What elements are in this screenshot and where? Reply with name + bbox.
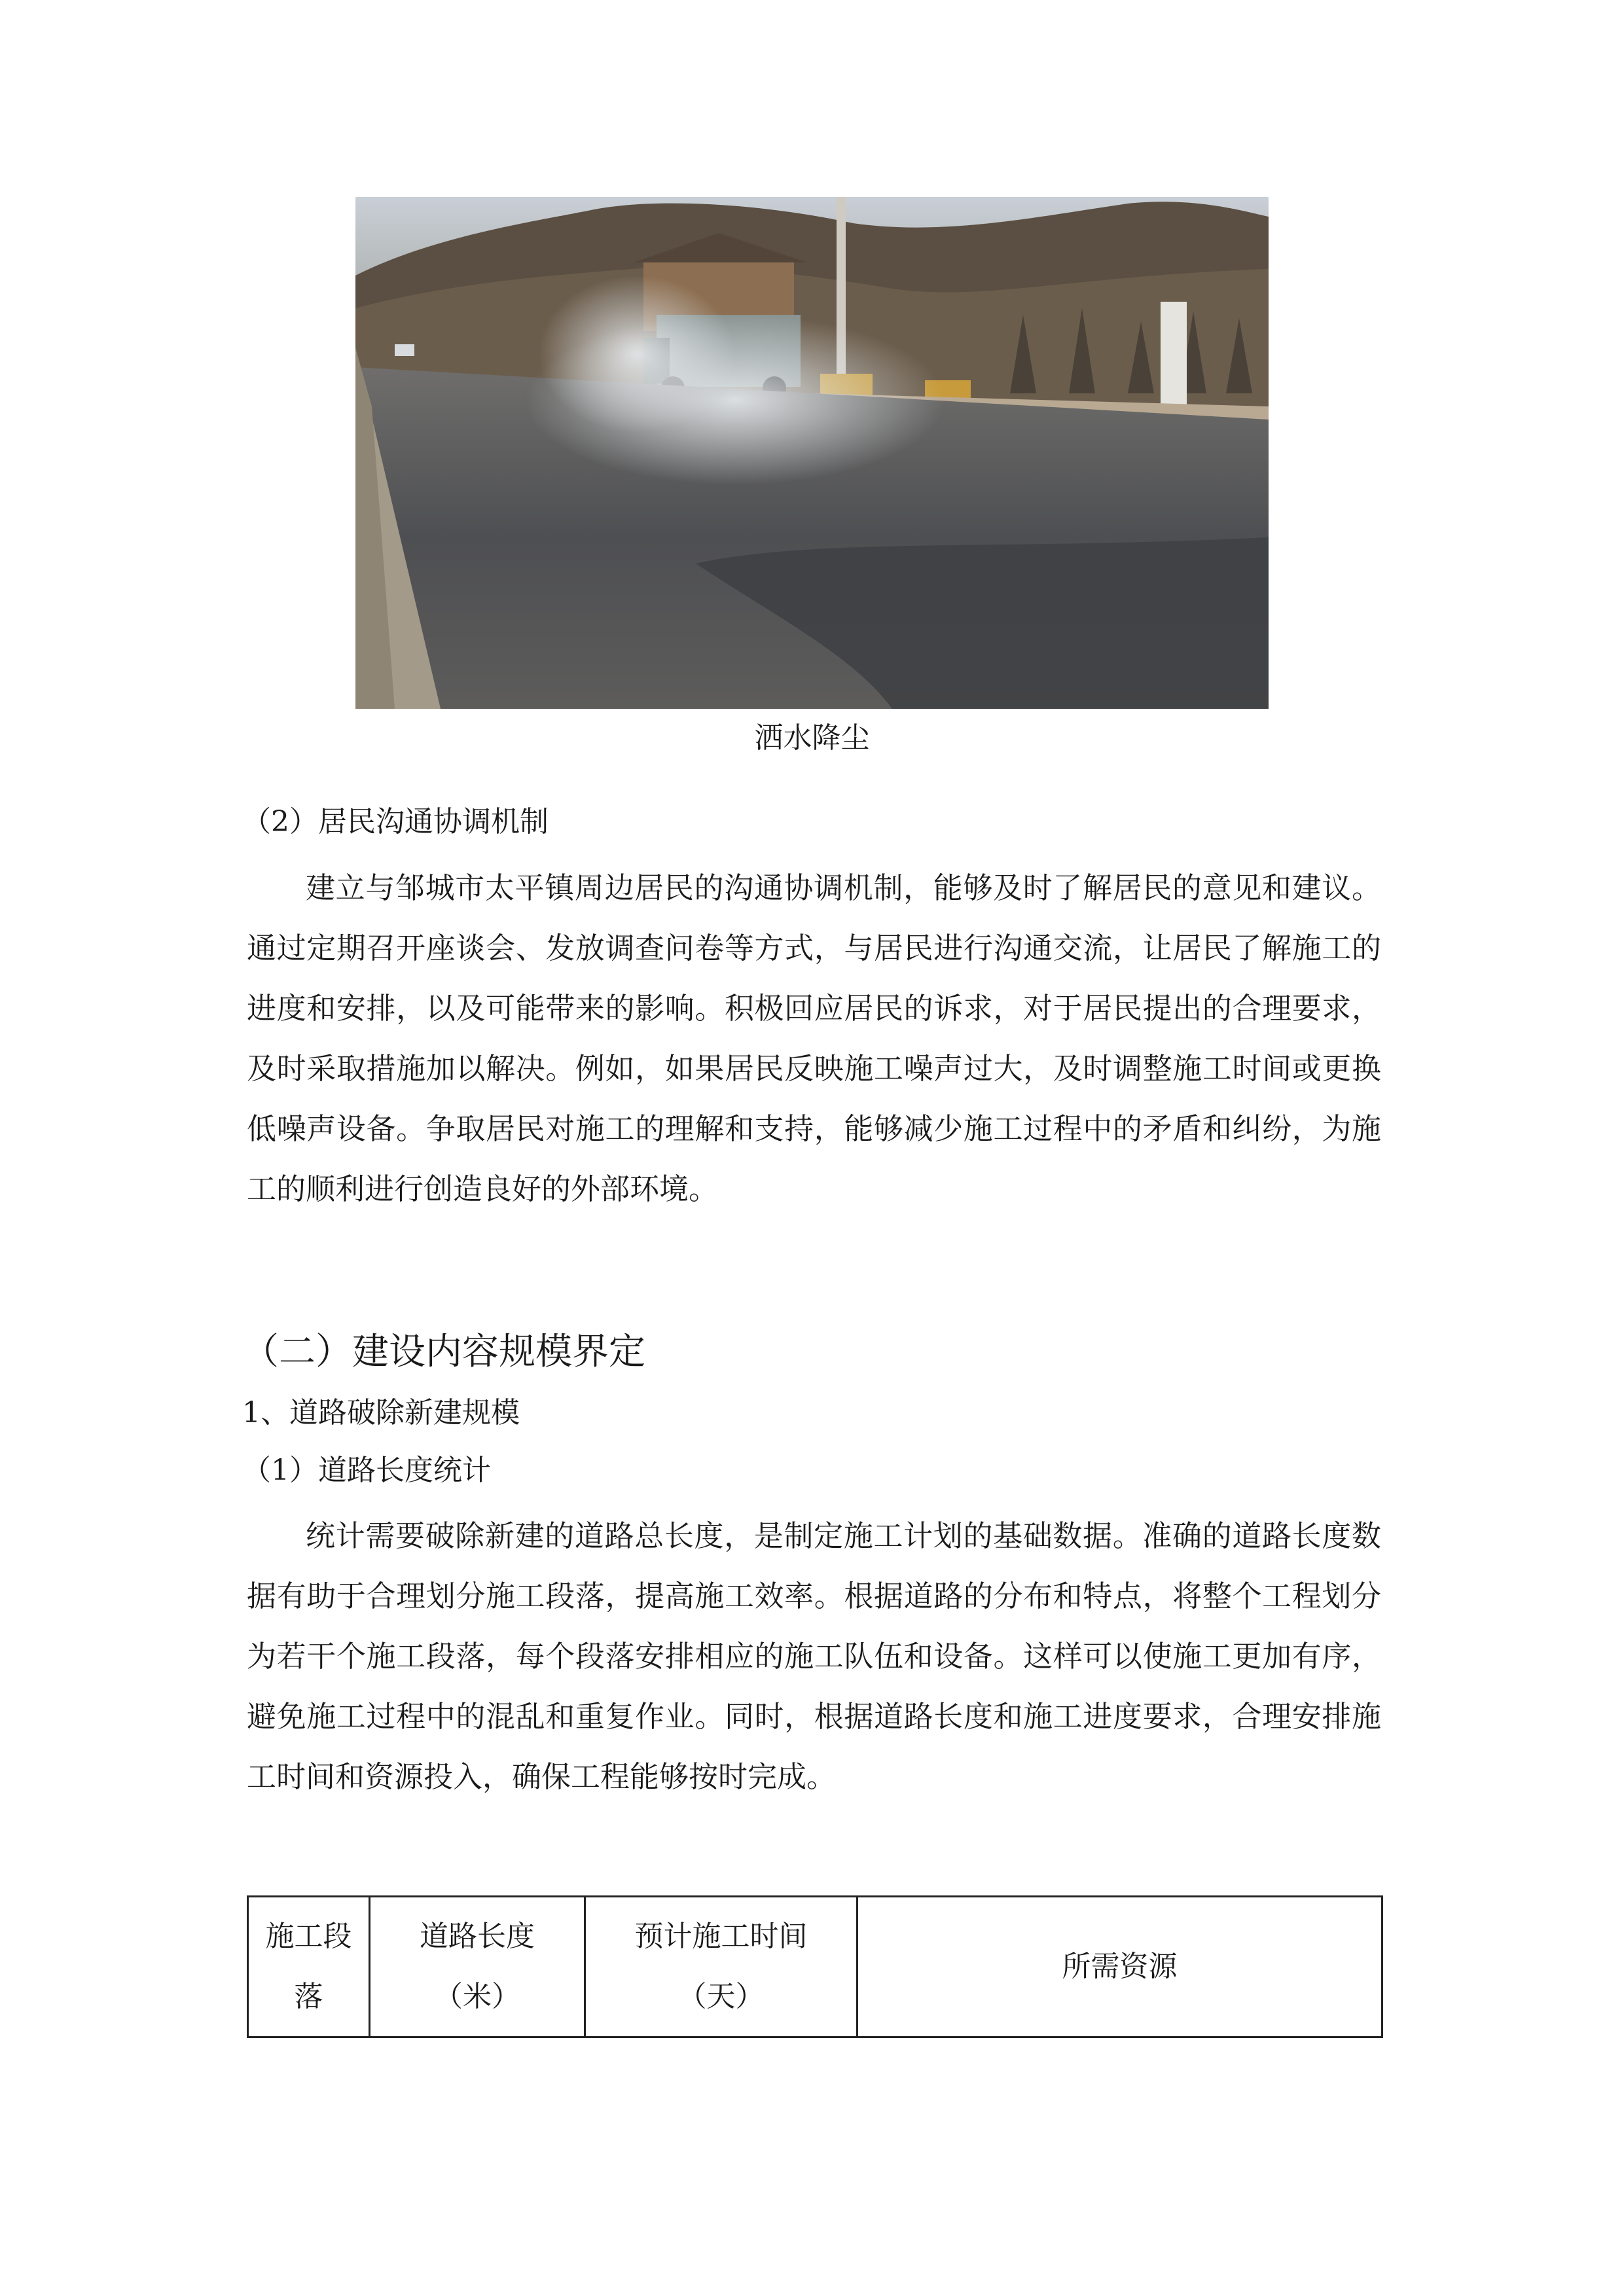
road-length-heading: （1）道路长度统计 bbox=[242, 1454, 491, 1487]
scope-heading: （二）建设内容规模界定 bbox=[242, 1331, 645, 1373]
sprinkler-photo bbox=[355, 197, 1269, 709]
header-segment: 施工段 落 bbox=[248, 1897, 370, 2037]
sprinkler-truck-image bbox=[355, 197, 1269, 709]
header-length: 道路长度 （米） bbox=[370, 1897, 585, 2037]
header-resources: 所需资源 bbox=[857, 1897, 1382, 2037]
figure-caption: 洒水降尘 bbox=[754, 721, 870, 755]
road-length-paragraph: 统计需要破除新建的道路总长度，是制定施工计划的基础数据。准确的道路长度数据有助于合理划分施工段落，提高施工效率。根据道路的分布和特点，将整个工程划分为若干个施工段落，每个段落安排相应的施工队伍和设备。这样可以使施工更加有序，避免施工过程中的混乱和重复作业。同时，根据道路长度和施工进度要求，合理安排施工时间和资源投入，确保工程能够按时完成。 bbox=[247, 1518, 1381, 1794]
residents-heading: （2）居民沟通协调机制 bbox=[242, 805, 549, 838]
header-time: 预计施工时间 （天） bbox=[585, 1897, 857, 2037]
residents-paragraph: 建立与邹城市太平镇周边居民的沟通协调机制，能够及时了解居民的意见和建议。通过定期召开座谈会、发放调查问卷等方式，与居民进行沟通交流，让居民了解施工的进度和安排，以及可能带来的影响。积极回应居民的诉求，对于居民提出的合理要求，及时采取措施加以解决。例如，如果居民反映施工噪声过大，及时调整施工时间或更换低噪声设备。争取居民对施工的理解和支持，能够减少施工过程中的矛盾和纠纷，为施工的顺利进行创造良好的外部环境。 bbox=[247, 870, 1381, 1206]
road-scale-heading: 1、道路破除新建规模 bbox=[242, 1396, 520, 1429]
segment-table bbox=[247, 1895, 1383, 2038]
table-header-row bbox=[248, 1897, 1382, 2037]
